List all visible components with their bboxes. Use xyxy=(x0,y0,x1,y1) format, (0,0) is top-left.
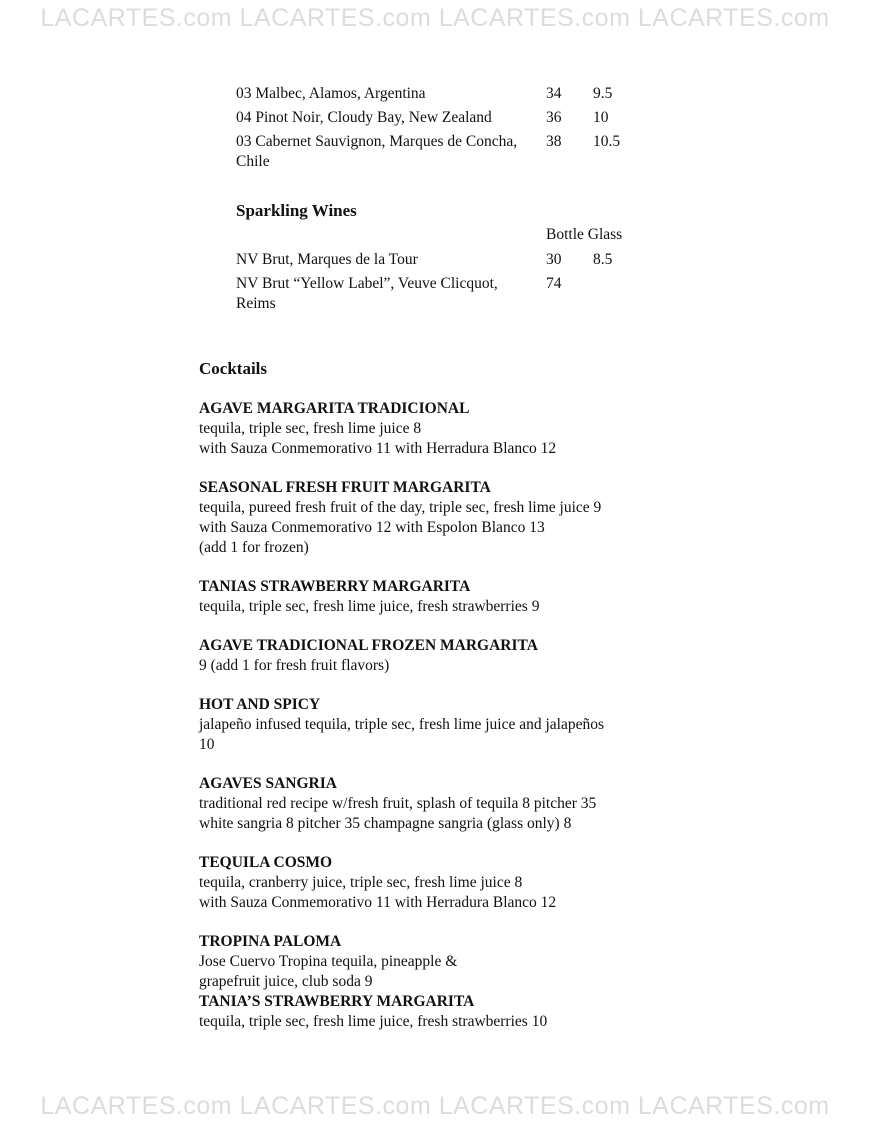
cocktail-name: AGAVE TRADICIONAL FROZEN MARGARITA xyxy=(199,637,538,654)
wine-bottle-price: 36 xyxy=(546,109,562,126)
cocktail-desc: white sangria 8 pitcher 35 champagne sangria (glass only) 8 xyxy=(199,815,572,832)
cocktail-desc: traditional red recipe w/fresh fruit, splash of tequila 8 pitcher 35 xyxy=(199,795,597,812)
cocktail-desc: grapefruit juice, club soda 9 xyxy=(199,973,373,990)
wine-bottle-price: 34 xyxy=(546,85,562,102)
cocktail-desc: with Sauza Conmemorativo 12 with Espolon Blanco 13 xyxy=(199,519,545,536)
wine-glass-price: 10.5 xyxy=(593,133,621,150)
wine-name: 04 Pinot Noir, Cloudy Bay, New Zealand xyxy=(236,109,492,126)
cocktail-item xyxy=(199,577,699,617)
cocktail-name: AGAVE MARGARITA TRADICIONAL xyxy=(199,400,470,417)
cocktail-name: TEQUILA COSMO xyxy=(199,854,333,871)
wine-glass-price: 9.5 xyxy=(593,85,613,102)
watermark-bottom: LACARTES.com LACARTES.com LACARTES.com LACARTES.com xyxy=(40,1092,830,1120)
cocktail-desc: Jose Cuervo Tropina tequila, pineapple & xyxy=(199,953,458,970)
wine-glass-price: 8.5 xyxy=(593,251,613,268)
wine-glass-price: 10 xyxy=(593,109,609,126)
cocktail-desc: tequila, triple sec, fresh lime juice, fresh strawberries 9 xyxy=(199,598,540,615)
wine-bottle-price: 38 xyxy=(546,133,562,150)
wine-name: NV Brut, Marques de la Tour xyxy=(236,251,418,268)
wine-bottle-price: 74 xyxy=(546,275,562,292)
cocktail-item xyxy=(199,853,699,913)
cocktail-desc: with Sauza Conmemorativo 11 with Herradura Blanco 12 xyxy=(199,440,557,457)
wine-name: NV Brut “Yellow Label”, Veuve Clicquot, Reims xyxy=(236,275,498,312)
cocktail-name: AGAVES SANGRIA xyxy=(199,775,337,792)
wine-name: 03 Malbec, Alamos, Argentina xyxy=(236,85,426,102)
cocktail-desc: tequila, triple sec, fresh lime juice 8 xyxy=(199,420,422,437)
cocktails-heading: Cocktails xyxy=(199,359,267,378)
cocktail-list xyxy=(199,399,699,1032)
cocktail-desc: with Sauza Conmemorativo 11 with Herradura Blanco 12 xyxy=(199,894,557,911)
cocktail-item xyxy=(199,636,699,676)
watermark-top: LACARTES.com LACARTES.com LACARTES.com LACARTES.com xyxy=(40,4,830,32)
cocktail-desc: tequila, cranberry juice, triple sec, fresh lime juice 8 xyxy=(199,874,523,891)
cocktail-name: HOT AND SPICY xyxy=(199,696,321,713)
sparkling-heading: Sparkling Wines xyxy=(236,201,357,220)
cocktail-name: TANIA’S STRAWBERRY MARGARITA xyxy=(199,993,475,1010)
cocktail-desc: tequila, pureed fresh fruit of the day, triple sec, fresh lime juice 9 xyxy=(199,499,602,516)
cocktail-item xyxy=(199,774,699,834)
wine-bottle-price: 30 xyxy=(546,251,562,268)
cocktail-item xyxy=(199,695,699,755)
cocktail-desc: 9 (add 1 for fresh fruit flavors) xyxy=(199,657,390,674)
cocktail-item xyxy=(199,399,699,459)
wine-name: 03 Cabernet Sauvignon, Marques de Concha, Chile xyxy=(236,133,518,170)
column-header: Bottle Glass xyxy=(546,226,623,243)
cocktail-desc: (add 1 for frozen) xyxy=(199,539,309,556)
cocktail-desc: tequila, triple sec, fresh lime juice, fresh strawberries 10 xyxy=(199,1013,548,1030)
cocktail-name: SEASONAL FRESH FRUIT MARGARITA xyxy=(199,479,491,496)
cocktail-name: TANIAS STRAWBERRY MARGARITA xyxy=(199,578,471,595)
cocktail-desc: jalapeño infused tequila, triple sec, fresh lime juice and jalapeños xyxy=(199,716,605,733)
cocktail-item xyxy=(199,992,699,1032)
cocktail-name: TROPINA PALOMA xyxy=(199,933,342,950)
cocktail-item xyxy=(199,932,699,992)
cocktail-desc: 10 xyxy=(199,736,215,753)
cocktail-item xyxy=(199,478,699,558)
